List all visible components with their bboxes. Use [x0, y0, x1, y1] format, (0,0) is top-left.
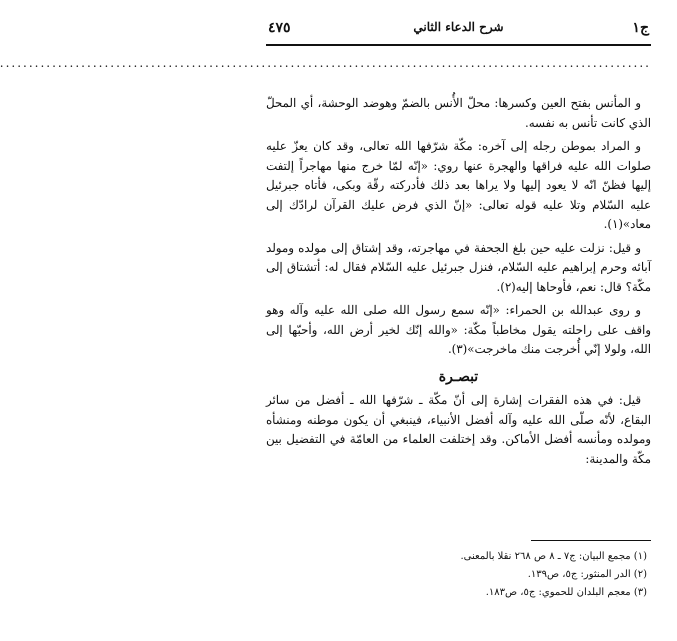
footnote-3: (٣) معجم البلدان للحموي: ج٥، ص١٨٣.	[485, 587, 647, 598]
section-title: تبصـرة	[438, 368, 479, 385]
paragraph-1: و المأنس بفتح العين وكسرها: محلّ الأُنس بالضمّ وهوضد الوحشة، أي المحلّ الذي كانت تأنس به نفسه.	[266, 96, 651, 130]
page	[0, 14, 651, 626]
paragraph-5: قيل: في هذه الفقرات إشارة إلى أنّ مكّة ـ شرّفها الله ـ أفضل من سائر البقاع، لأنّه صلّى الله عليه وآله أفضل الأنبياء، فينبغي أن يكون موطنه ومنشأه ومولده ومأنسه أفضل الأماكن. وقد إختلفت العلماء من العامّة في التفضيل بين مكّة والمدينة:	[266, 393, 651, 466]
volume-label: ج١	[632, 20, 649, 36]
main-text	[266, 94, 651, 473]
dotted-line: ................................................................................................................	[0, 56, 651, 70]
footnote-2: (٢) الدر المنثور: ج٥، ص١٣٩.	[527, 569, 647, 580]
running-title: شرح الدعاء الثاني	[413, 20, 504, 34]
paragraph-4: و روى عبدالله بن الحمراء: «إنّه سمع رسول الله صلى الله عليه وآله وهو واقف على راحلته يقول مخاطباً مكّة: «والله إنّك لخير أرض الله، وأحبّها إلى الله، ولولا إنّي أُخرجت منك ماخرجت»(٣).	[266, 303, 651, 356]
footnotes	[266, 548, 651, 602]
page-number: ٤٧٥	[268, 20, 291, 36]
footnote-1: (١) مجمع البيان: ج٧ ـ ٨ ص ٢٦٨ نقلا بالمعنى.	[460, 551, 647, 562]
footnote-rule	[531, 540, 651, 541]
paragraph-2: و المراد بموطن رجله إلى آخره: مكّة شرّفها الله تعالى، وقد كان يعزّ عليه صلوات الله عليه فراقها والهجرة عنها روي: «إنّه لمّا خرج منها مهاجراً إلتفت إليها فظنّ انّه لا يعود إليها ولا يراها بعد ذلك فأدركته رقّة وبكى، فأتاه جبرئيل عليه السّلام وتلا عليه قوله تعالى: «إنّ الذي فرض عليك القرآن لرادّك إلى معاد»(١).	[266, 139, 651, 231]
paragraph-3: و قيل: نزلت عليه حين بلغ الجحفة في مهاجرته، وقد إشتاق إلى مولده ومولد آبائه وحرم إبراهيم عليه السّلام، فنزل جبرئيل عليه السّلام فقال له: أتشتاق إلى مكّة؟ قال: نعم، فأوحاها إليه(٢).	[266, 240, 651, 294]
page-header	[266, 20, 651, 40]
header-rule	[266, 44, 651, 46]
